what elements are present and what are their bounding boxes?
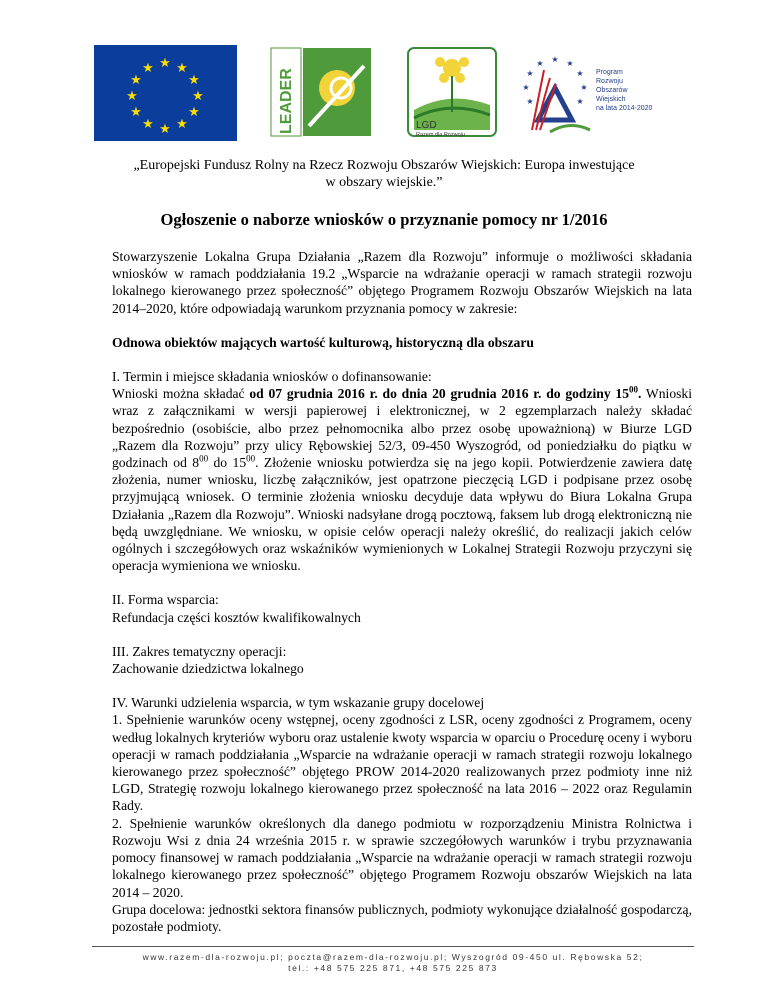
svg-text:★: ★ <box>159 56 171 71</box>
lgd-subtext: Razem dla Rozwoju <box>416 132 465 138</box>
section1-hours-sup2: 00 <box>246 453 256 464</box>
section1-text-do: do 15 <box>208 455 247 471</box>
leader-text: LEADER <box>278 68 295 134</box>
section4-item2: 2. Spełnienie warunków określonych dla danego podmiotu w rozporządzeniu Ministra Rolnictwa i Rozwoju Wsi z dnia 24 września 2015 r. w sprawie szczegółowych warunków i trybu przyznawania pomocy finansowej w ramach poddziałania „Wsparcie na wdrażanie operacji w ramach strategii rozwoju lokalnego kierowanego przez społeczność” objętego Programem Rozwoju obszarów Wiejskich na lata 2014 – 2020. <box>112 815 692 900</box>
section1-deadline <box>249 386 641 401</box>
svg-text:★: ★ <box>522 83 530 92</box>
svg-text:★: ★ <box>551 55 559 64</box>
section4-target-group: Grupa docelowa: jednostki sektora finansów publicznych, podmioty wykonujące działalność gospodarczą, pozostałe podmioty. <box>112 901 692 934</box>
scope-heading: Odnowa obiektów mających wartość kulturową, historyczną dla obszaru <box>112 334 534 350</box>
svg-text:★: ★ <box>192 89 204 104</box>
section3-text: Zachowanie dziedzictwa lokalnego <box>112 661 304 677</box>
svg-text:★: ★ <box>130 105 142 120</box>
header-quote-line1: „Europejski Fundusz Rolny na Rzecz Rozwoju Obszarów Wiejskich: Europa inwestujące <box>133 158 635 173</box>
prow-line: Rozwoju <box>596 78 623 85</box>
document-body <box>112 248 692 935</box>
section1-hours-sup1: 00 <box>199 453 209 464</box>
section1-text-start: Wnioski można składać <box>112 386 250 402</box>
svg-text:★: ★ <box>159 122 171 137</box>
footer-divider <box>92 946 694 947</box>
svg-text:★: ★ <box>176 61 188 76</box>
section1-deadline-text: od 07 grudnia 2016 r. do dnia 20 grudnia 2016 r. do godziny 15 <box>249 386 629 402</box>
prow-subtext: na lata 2014-2020 <box>596 105 653 112</box>
section1-deadline-dot: . <box>638 386 642 402</box>
prow-logo <box>510 50 680 140</box>
section2-heading: II. Forma wsparcia: <box>112 592 219 608</box>
header-quote-line2: w obszary wiejskie.” <box>325 175 443 190</box>
logo-bar <box>0 40 768 140</box>
prow-line: Wiejskich <box>596 96 626 103</box>
svg-text:★: ★ <box>526 69 534 78</box>
section1-deadline-sup: 00 <box>629 384 638 395</box>
svg-text:★: ★ <box>526 97 534 106</box>
svg-text:★: ★ <box>130 73 142 88</box>
prow-line: Obszarów <box>596 87 628 94</box>
svg-text:★: ★ <box>142 61 154 76</box>
footer-contact-line1: www.razem-dla-rozwoju.pl; poczta@razem-dla-rozwoju.pl; Wyszogród 09-450 ul. Rębowska 52; <box>142 952 644 962</box>
footer-contact-line2: tel.: +48 575 225 871, +48 575 225 873 <box>288 963 498 973</box>
intro-paragraph: Stowarzyszenie Lokalna Grupa Działania „Razem dla Rozwoju” informuje o możliwości składania wniosków w ramach poddziałania 19.2 „Wsparcie na wdrażanie operacji w ramach strategii rozwoju lokalnego kierowanego przez społeczność” objętego Programem Rozwoju Obszarów Wiejskich na lata 2014–2020, które odpowiadają warunkom przyznania pomocy w zakresie: <box>112 249 692 316</box>
section2-text: Refundacja części kosztów kwalifikowalnych <box>112 609 361 625</box>
svg-text:★: ★ <box>576 97 584 106</box>
prow-text <box>596 68 652 113</box>
svg-text:★: ★ <box>580 83 588 92</box>
section1-text-rest1: Wnioski wraz z załącznikami w wersji papierowej i elektronicznej, w 2 egzemplarzach należy składać bezpośrednio (osobiście, albo przez pełnomocnika albo przez osobę upoważnioną) w Biurze LGD „Razem dla Rozwoju” przy ulicy Rębowskiej 52/3, 09-450 Wyszogród, od poniedziałku do piątku w godzinach od 8 <box>112 386 692 471</box>
svg-text:★: ★ <box>536 59 544 68</box>
eu-flag-logo <box>94 45 237 141</box>
section1-text-rest2: . Złożenie wniosku potwierdza się na jego kopii. Potwierdzenie zawiera datę złożenia, numer wniosku, liczbę załączników, jest opatrzone pieczęcią LGD i podpisane przez osobę przyjmującą wniosek. O terminie złożenia wniosku decyduje data wpływu do Biura Lokalna Grupa Działania „Razem dla Rozwoju”. Wnioski nadsyłane drogą pocztową, faksem lub drogą elektroniczną nie będą uwzględniane. We wniosku, w opisie celów operacji należy określić, do realizacji jakich celów ogólnych i szczegółowych oraz wskaźników wymienionych w Lokalnej Strategii Rozwoju przyczyni się operacja wymieniona we wniosku. <box>112 455 692 574</box>
svg-text:★: ★ <box>576 69 584 78</box>
svg-text:★: ★ <box>188 73 200 88</box>
prow-line: Program <box>596 69 623 76</box>
svg-text:★: ★ <box>126 89 138 104</box>
leader-logo <box>269 46 374 138</box>
lgd-logo <box>400 40 500 140</box>
section4-heading: IV. Warunki udzielenia wsparcia, w tym wskazanie grupy docelowej <box>112 695 485 711</box>
lgd-text: LGD <box>416 120 437 131</box>
svg-text:★: ★ <box>188 105 200 120</box>
svg-text:★: ★ <box>176 117 188 132</box>
section4-item1: 1. Spełnienie warunków oceny wstępnej, oceny zgodności z LSR, oceny zgodności z Programem, oceny według lokalnych kryteriów wyboru oraz ustalenie kwoty wsparcia w oparciu o Procedurę oceny i wyboru operacji w ramach poddziałania „Wsparcie na wdrażanie operacji w ramach strategii rozwoju lokalnego kierowanego przez społeczność” objętego PROW 2014-2020 realizowanych przez podmioty inne niż LGD, Strategię rozwoju lokalnego kierowanego przez społeczność na lata 2016 – 2022 oraz Regulamin Rady. <box>112 712 692 814</box>
footer <box>92 952 694 974</box>
svg-text:★: ★ <box>142 117 154 132</box>
page-title: Ogłoszenie o naborze wniosków o przyznanie pomocy nr 1/2016 <box>160 210 608 229</box>
svg-text:★: ★ <box>566 59 574 68</box>
section3-heading: III. Zakres tematyczny operacji: <box>112 643 287 659</box>
section1-paragraph <box>112 385 692 574</box>
section1-heading: I. Termin i miejsce składania wniosków o dofinansowanie: <box>112 369 432 385</box>
header-quote <box>0 157 768 191</box>
